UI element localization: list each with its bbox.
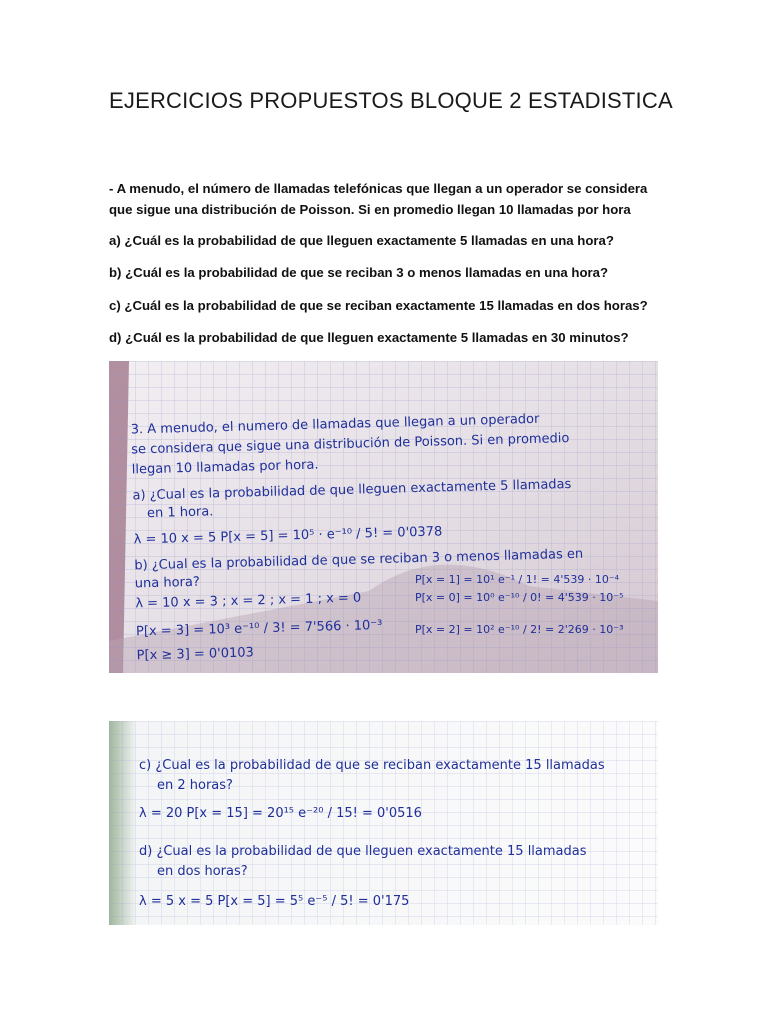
photo2-line-4: d) ¿Cual es la probabilidad de que lleguen exactamente 15 llamadas [139,844,587,859]
photo1-line-4: a) ¿Cual es la probabilidad de que lleguen exactamente 5 llamadas [132,476,572,504]
question-c: c) ¿Cuál es la probabilidad de que se reciban exactamente 15 llamadas en dos horas? [109,298,648,313]
photo1-line-6: λ = 10 x = 5 P[x = 5] = 10⁵ · e⁻¹⁰ / 5! = 0'0378 [133,524,443,548]
photo1-line-3: llegan 10 llamadas por hora. [131,457,319,478]
problem-statement [109,178,669,220]
photo2-line-2: en 2 horas? [157,778,233,793]
photo1-line-2: se considera que sigue una distribución de Poisson. Si en promedio [131,430,570,458]
handwritten-solution-photo-2 [109,721,658,925]
notebook-page-1 [109,361,658,673]
photo2-line-3: λ = 20 P[x = 15] = 20¹⁵ e⁻²⁰ / 15! = 0'0516 [139,806,422,821]
photo1-line-5: en 1 hora. [146,504,214,522]
handwritten-solution-photo-1 [109,361,658,673]
photo1-line-7: b) ¿Cual es la probabilidad de que se reciban 3 o menos llamadas en [134,546,584,574]
photo2-line-1: c) ¿Cual es la probabilidad de que se reciban exactamente 15 llamadas [139,758,605,773]
photo2-line-6: λ = 5 x = 5 P[x = 5] = 5⁵ e⁻⁵ / 5! = 0'175 [139,894,410,909]
document-title: EJERCICIOS PROPUESTOS BLOQUE 2 ESTADISTICA [109,88,673,113]
photo1-line-1: 3. A menudo, el numero de llamadas que llegan a un operador [130,411,540,438]
notebook-page-2 [109,721,658,925]
question-b: b) ¿Cuál es la probabilidad de que se reciban 3 o menos llamadas en una hora? [109,265,609,280]
problem-statement-line-2: que sigue una distribución de Poisson. Si en promedio llegan 10 llamadas por hora [109,202,631,217]
problem-statement-line-1: - A menudo, el número de llamadas telefónicas que llegan a un operador se considera [109,181,648,196]
question-d: d) ¿Cuál es la probabilidad de que lleguen exactamente 5 llamadas en 30 minutos? [109,330,629,345]
photo1-side-line-3: P[x = 2] = 10² e⁻¹⁰ / 2! = 2'269 · 10⁻³ [415,623,624,636]
photo1-line-10: P[x = 3] = 10³ e⁻¹⁰ / 3! = 7'566 · 10⁻³ [135,617,383,640]
photo1-side-line-2: P[x = 0] = 10⁰ e⁻¹⁰ / 0! = 4'539 · 10⁻⁵ [415,591,624,604]
photo1-line-8: una hora? [134,574,200,592]
photo1-line-11: P[x ≥ 3] = 0'0103 [136,645,255,664]
photo1-side-line-1: P[x = 1] = 10¹ e⁻¹ / 1! = 4'539 · 10⁻⁴ [415,573,620,586]
photo2-line-5: en dos horas? [157,864,248,879]
photo1-line-9: λ = 10 x = 3 ; x = 2 ; x = 1 ; x = 0 [135,590,362,612]
question-a: a) ¿Cuál es la probabilidad de que lleguen exactamente 5 llamadas en una hora? [109,233,614,248]
